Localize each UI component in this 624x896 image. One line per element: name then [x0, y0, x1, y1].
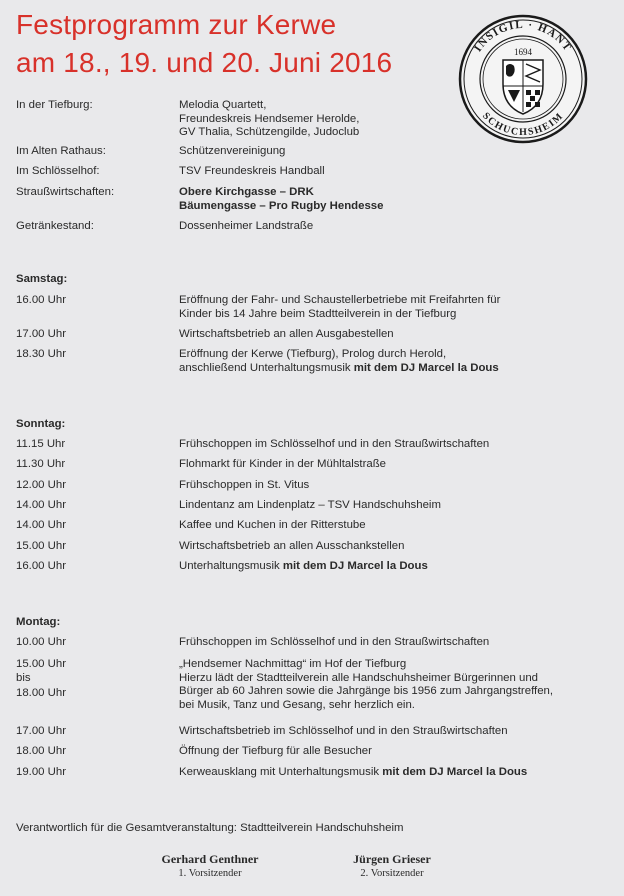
location-line: Schützenvereinigung [179, 145, 286, 157]
location-line: TSV Freundeskreis Handball [179, 165, 325, 177]
page-title [16, 6, 456, 82]
event-description [179, 458, 609, 472]
location-label: Im Schlösselhof: [16, 165, 100, 177]
event-line: Kaffee und Kuchen in der Ritterstube [179, 519, 366, 531]
event-description [179, 766, 609, 780]
event-dj-highlight: mit dem DJ Marcel la Dous [282, 560, 428, 572]
location-line: Obere Kirchgasse – DRK [179, 186, 314, 198]
event-time: 10.00 Uhr [16, 636, 67, 648]
location-line: GV Thalia, Schützengilde, Judoclub [179, 126, 360, 138]
event-text: Kerweausklang mit Unterhaltungsmusik [179, 766, 383, 778]
event-description [179, 658, 609, 712]
event-line: Wirtschaftsbetrieb im Schlösselhof und in den Straußwirtschaften [179, 725, 508, 737]
signatory-role: 1. Vorsitzender [178, 868, 242, 879]
event-time-line: 15.00 Uhr [16, 658, 67, 670]
event-description [179, 725, 609, 739]
event-line-music [179, 560, 609, 574]
event-time: 14.00 Uhr [16, 519, 67, 531]
event-line: Wirtschaftsbetrieb an allen Ausgabestellen [179, 328, 394, 340]
location-line: Bäumengasse – Pro Rugby Hendesse [179, 199, 384, 212]
event-description [179, 636, 609, 650]
event-line: Flohmarkt für Kinder in der Mühltalstraße [179, 458, 387, 470]
signatory-role: 2. Vorsitzender [360, 868, 424, 879]
event-description [179, 294, 609, 321]
event-dj-highlight: mit dem DJ Marcel la Dous [382, 766, 528, 778]
event-time: 16.00 Uhr [16, 294, 67, 306]
event-time: 16.00 Uhr [16, 560, 67, 572]
location-line: Melodia Quartett, [179, 99, 267, 111]
event-text: Unterhaltungsmusik [179, 560, 283, 572]
title-line-1: Festprogramm zur Kerwe [16, 9, 337, 40]
event-line: bei Musik, Tanz und Gesang, sehr herzlich ein. [179, 698, 415, 711]
event-time: 18.00 Uhr [16, 745, 67, 757]
location-value [179, 186, 609, 213]
event-line: Öffnung der Tiefburg für alle Besucher [179, 745, 372, 757]
event-time: 15.00 Uhr [16, 540, 67, 552]
event-line: Kinder bis 14 Jahre beim Stadtteilverein in der Tiefburg [179, 307, 457, 320]
location-value [179, 145, 609, 159]
event-line-music [179, 766, 609, 780]
event-line: Frühschoppen in St. Vitus [179, 479, 310, 491]
event-text: anschließend Unterhaltungsmusik [179, 361, 354, 374]
day-heading: Montag: [16, 616, 61, 628]
event-time: 17.00 Uhr [16, 328, 67, 340]
event-line: Frühschoppen im Schlösselhof und in den Straußwirtschaften [179, 636, 490, 648]
event-time-line: 18.00 Uhr [16, 687, 67, 699]
location-value [179, 220, 609, 234]
location-value [179, 99, 609, 140]
event-description [179, 560, 609, 574]
location-label: Straußwirtschaften: [16, 186, 115, 198]
event-line: Eröffnung der Kerwe (Tiefburg), Prolog durch Herold, [179, 348, 447, 360]
event-time: 18.30 Uhr [16, 348, 67, 360]
location-value [179, 165, 609, 179]
seal-year: 1694 [514, 47, 532, 57]
event-description [179, 519, 609, 533]
event-time: 11.30 Uhr [16, 458, 66, 470]
event-line-music [179, 362, 609, 376]
title-line-2: am 18., 19. und 20. Juni 2016 [16, 47, 393, 78]
event-line: Eröffnung der Fahr- und Schaustellerbetriebe mit Freifahrten für [179, 294, 501, 306]
event-line: Frühschoppen im Schlösselhof und in den Straußwirtschaften [179, 438, 490, 450]
seal-bottom-text: SCHUCHSHEIM [480, 110, 567, 139]
event-line: Bürger ab 60 Jahren sowie die Jahrgänge bis 1956 zum Jahrgangstreffen, [179, 685, 554, 697]
signatory-name: Jürgen Grieser [353, 852, 431, 866]
event-time: 14.00 Uhr [16, 499, 67, 511]
location-label: Getränkestand: [16, 220, 94, 232]
seal-top-text: INSIGIL · HANT [471, 18, 574, 55]
event-line: Hierzu lädt der Stadtteilverein alle Handschuhsheimer Bürgerinnen und [179, 671, 539, 684]
event-time: 11.15 Uhr [16, 438, 66, 450]
event-description [179, 745, 609, 759]
event-description [179, 348, 609, 375]
event-line: Wirtschaftsbetrieb an allen Ausschankstellen [179, 540, 405, 552]
location-label: In der Tiefburg: [16, 99, 93, 111]
event-description [179, 328, 609, 342]
event-time [16, 658, 176, 701]
event-line: Lindentanz am Lindenplatz – TSV Handschuhsheim [179, 499, 441, 511]
location-label: Im Alten Rathaus: [16, 145, 106, 157]
signatory-name: Gerhard Genthner [161, 852, 259, 866]
day-heading: Samstag: [16, 273, 68, 285]
day-heading: Sonntag: [16, 418, 66, 430]
event-description [179, 499, 609, 513]
event-description [179, 479, 609, 493]
event-description [179, 540, 609, 554]
responsible-note: Verantwortlich für die Gesamtveranstaltung: Stadtteilverein Handschuhsheim [16, 822, 404, 834]
event-time: 17.00 Uhr [16, 725, 67, 737]
event-time: 19.00 Uhr [16, 766, 67, 778]
event-time: 12.00 Uhr [16, 479, 67, 491]
signature-block [130, 852, 290, 880]
event-time-line: bis [16, 671, 31, 684]
event-description [179, 438, 609, 452]
location-line: Dossenheimer Landstraße [179, 220, 314, 232]
signature-block [312, 852, 472, 880]
event-dj-highlight: mit dem DJ Marcel la Dous [353, 361, 499, 374]
event-line: „Hendsemer Nachmittag“ im Hof der Tiefburg [179, 658, 407, 670]
location-line: Freundeskreis Hendsemer Herolde, [179, 112, 360, 125]
